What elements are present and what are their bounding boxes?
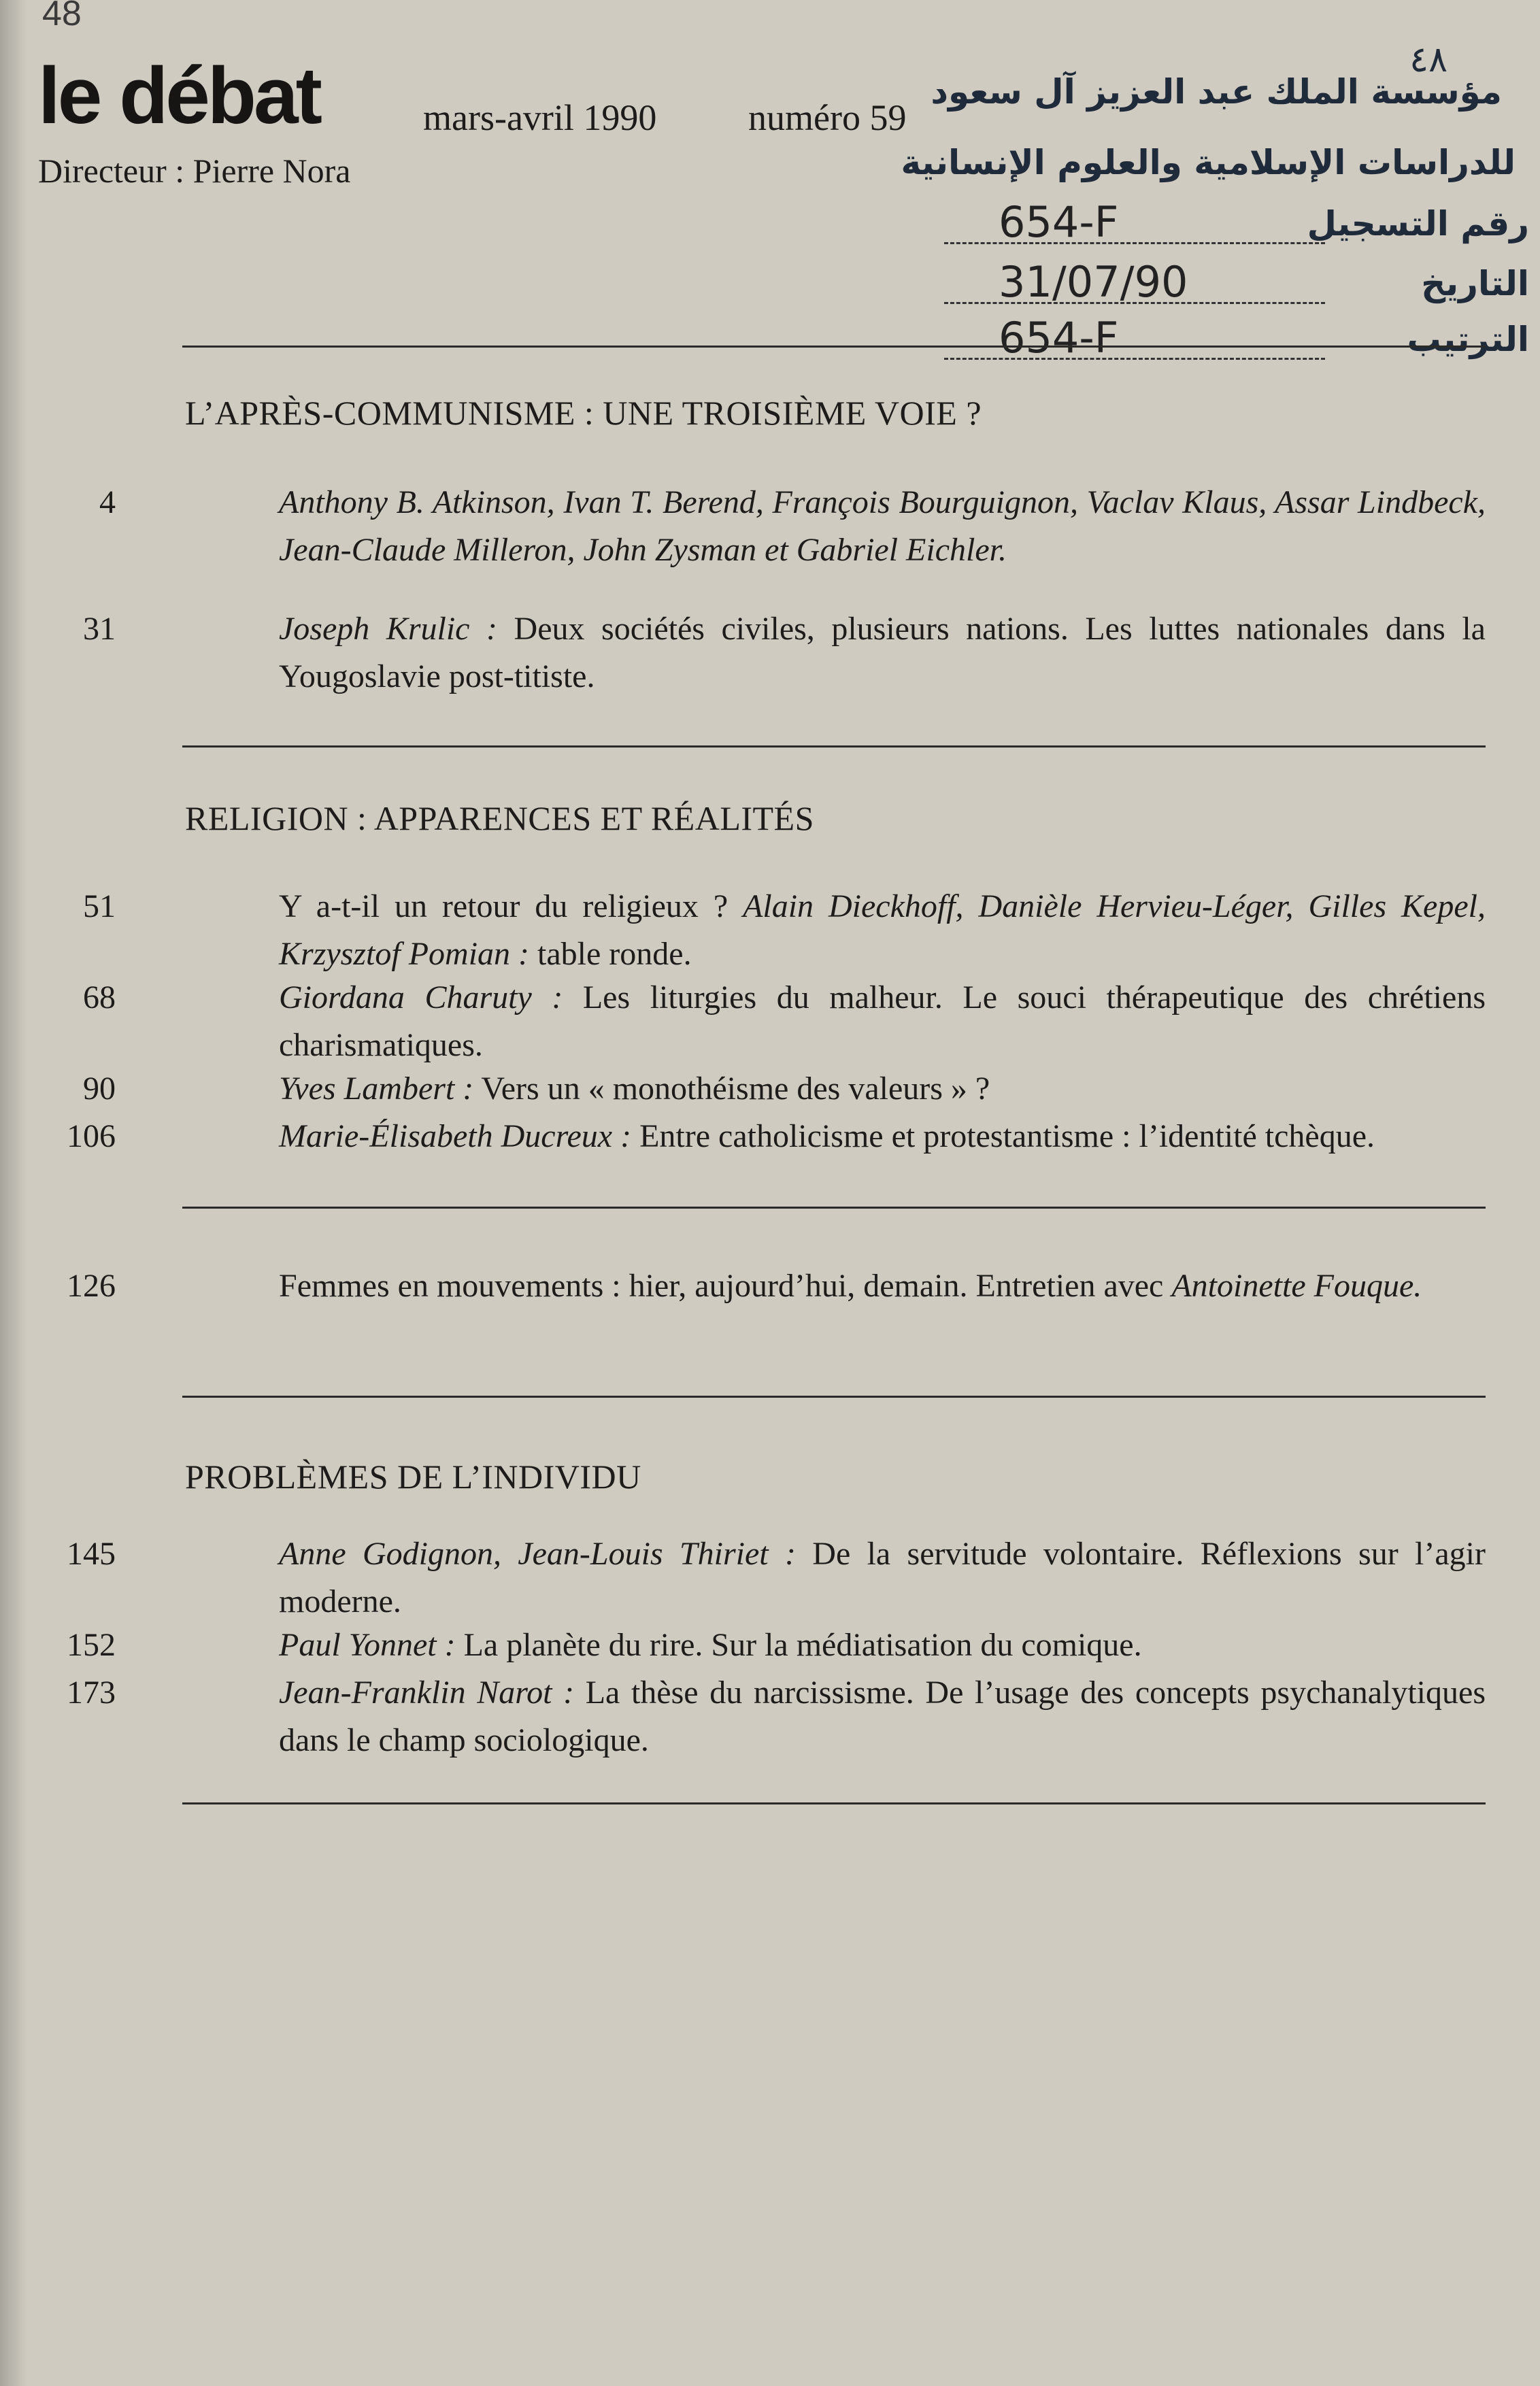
entry-authors: Anne Godignon, Jean-Louis Thiriet : xyxy=(279,1536,796,1572)
stamp-registration-label: رقم التسجيل xyxy=(1307,204,1529,243)
stamp-classification-label: الترتيب xyxy=(1407,320,1529,359)
stamp-line xyxy=(944,302,1325,304)
section-title: PROBLÈMES DE L’INDIVIDU xyxy=(185,1458,641,1496)
divider xyxy=(182,1207,1486,1209)
page-gutter-shadow xyxy=(0,0,27,2386)
entry-title: table ronde. xyxy=(537,936,692,972)
entry-authors: Anthony B. Atkinson, Ivan T. Berend, François Bourguignon, Vaclav Klaus, Assar Lindbeck, Jean-Claude Milleron, John Zysman et Gabriel Eichler. xyxy=(279,484,1486,568)
page-number: 31 xyxy=(83,611,116,647)
stamp-date-label: التاريخ xyxy=(1421,264,1529,303)
entry-text xyxy=(279,1530,1486,1626)
entry-authors: Yves Lambert : xyxy=(279,1071,474,1107)
page-number: 4 xyxy=(99,484,116,520)
divider xyxy=(182,346,1486,348)
entry-title: Les liturgies du malheur. Le souci thérapeutique des chrétiens charismatiques. xyxy=(279,979,1486,1063)
stamp-line xyxy=(944,242,1325,244)
stamp-number: ٤٨ xyxy=(1409,39,1447,80)
entry-text xyxy=(279,883,1486,978)
page-number: 51 xyxy=(83,888,116,924)
stamp-date-value: 31/07/90 xyxy=(999,257,1188,307)
stamp-registration-value: 654-F xyxy=(999,197,1119,247)
entry-authors: Antoinette Fouque. xyxy=(1171,1268,1422,1304)
page-number: 106 xyxy=(67,1118,116,1154)
entry-text xyxy=(279,1262,1486,1310)
issue-date: mars-avril 1990 xyxy=(423,97,657,138)
library-stamp xyxy=(842,27,1529,381)
page-number: 68 xyxy=(83,979,116,1015)
stamp-classification-value: 654-F xyxy=(999,313,1119,363)
page-number: 90 xyxy=(83,1071,116,1107)
entry-lead: Femmes en mouvements : hier, aujourd’hui, demain. Entretien avec xyxy=(279,1268,1164,1304)
divider xyxy=(182,1396,1486,1398)
entry-authors: Joseph Krulic : xyxy=(279,611,497,647)
entry-title: La thèse du narcissisme. De l’usage des concepts psychanalytiques dans le champ sociologique. xyxy=(279,1675,1486,1758)
stamp-subtitle: للدراسات الإسلامية والعلوم الإنسانية xyxy=(901,143,1516,182)
entry-authors: Giordana Charuty : xyxy=(279,979,563,1015)
entry-text xyxy=(279,1113,1486,1160)
page-number: 145 xyxy=(67,1536,116,1572)
issue-number: numéro 59 xyxy=(748,97,907,138)
entry-title: De la servitude volontaire. Réflexions sur l’agir moderne. xyxy=(279,1536,1486,1619)
page-number: 152 xyxy=(67,1627,116,1663)
entry-lead: Y a-t-il un retour du religieux ? xyxy=(279,888,729,924)
stamp-row-classification xyxy=(842,313,1529,374)
entry-title: La planète du rire. Sur la médiatisation du comique. xyxy=(463,1627,1142,1663)
entry-text xyxy=(279,974,1486,1069)
entry-authors: Alain Dieckhoff, Danièle Hervieu-Léger, Gilles Kepel, Krzysztof Pomian : xyxy=(279,888,1486,972)
journal-logo: le débat xyxy=(38,51,320,141)
entry-title: Deux sociétés civiles, plusieurs nations. Les luttes nationales dans la Yougoslavie post-titiste. xyxy=(279,611,1486,694)
entry-text xyxy=(279,1622,1486,1669)
entry-text xyxy=(279,1065,1486,1113)
director-line: Directeur : Pierre Nora xyxy=(38,152,351,190)
stamp-row-registration xyxy=(842,197,1529,258)
entry-authors: Jean-Franklin Narot : xyxy=(279,1675,575,1711)
entry-text xyxy=(279,479,1486,574)
handwritten-corner-mark: 48 xyxy=(42,0,82,33)
page-number: 126 xyxy=(67,1268,116,1304)
page-number: 173 xyxy=(67,1675,116,1711)
section-title: L’APRÈS-COMMUNISME : UNE TROISIÈME VOIE ? xyxy=(185,394,982,432)
divider xyxy=(182,1802,1486,1804)
entry-title: Vers un « monothéisme des valeurs » ? xyxy=(481,1071,990,1107)
entry-title: Entre catholicisme et protestantisme : l’identité tchèque. xyxy=(639,1118,1375,1154)
divider xyxy=(182,745,1486,747)
stamp-row-date xyxy=(842,257,1529,318)
entry-authors: Paul Yonnet : xyxy=(279,1627,456,1663)
stamp-institution: مؤسسة الملك عبد العزيز آل سعود xyxy=(931,72,1502,112)
entry-authors: Marie-Élisabeth Ducreux : xyxy=(279,1118,632,1154)
entry-text xyxy=(279,605,1486,701)
entry-text xyxy=(279,1669,1486,1764)
stamp-line xyxy=(944,358,1325,360)
section-title: RELIGION : APPARENCES ET RÉALITÉS xyxy=(185,799,814,837)
